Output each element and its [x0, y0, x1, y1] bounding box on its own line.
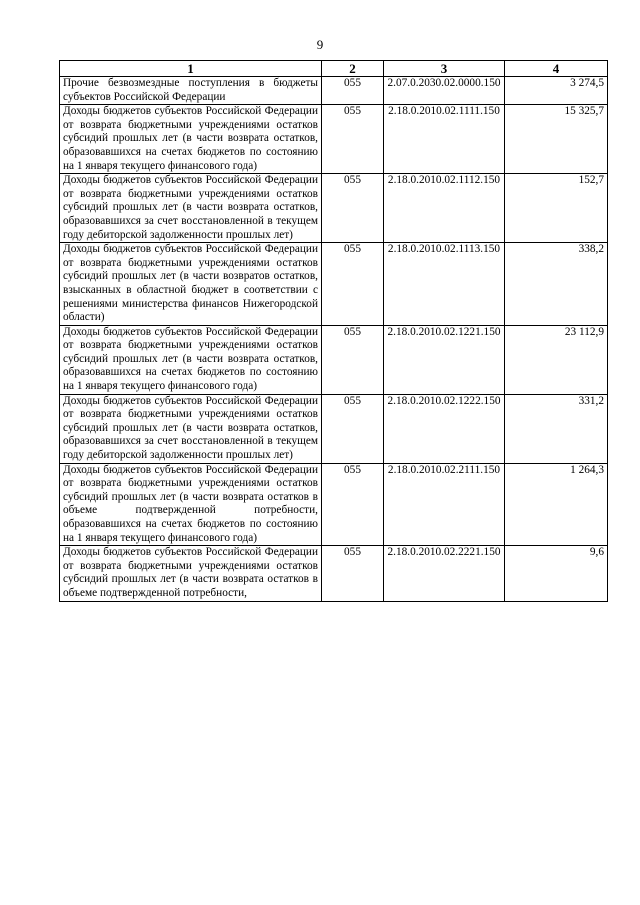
table-row — [60, 105, 608, 174]
revenue-name-cell: Доходы бюджетов субъектов Российской Федерации от возврата бюджетными учреждениями остатков субсидий прошлых лет (в части возврата остатков, образовавшихся за счет восстановленной в текущем году дебиторской задолженности прошлых лет) — [60, 394, 322, 463]
revenue-name-cell: Прочие безвозмездные поступления в бюджеты субъектов Российской Федерации — [60, 77, 322, 105]
table-row — [60, 463, 608, 546]
admin-code-cell: 055 — [322, 546, 384, 601]
admin-code-cell: 055 — [322, 325, 384, 394]
admin-code-cell: 055 — [322, 105, 384, 174]
table-row — [60, 546, 608, 601]
column-header-2: 2 — [322, 61, 384, 77]
admin-code-cell: 055 — [322, 394, 384, 463]
table-row — [60, 243, 608, 326]
table-row — [60, 325, 608, 394]
budget-code-cell: 2.18.0.2010.02.1111.150 — [384, 105, 505, 174]
amount-cell: 331,2 — [505, 394, 608, 463]
admin-code-cell: 055 — [322, 174, 384, 243]
budget-code-cell: 2.18.0.2010.02.2111.150 — [384, 463, 505, 546]
revenue-name-cell: Доходы бюджетов субъектов Российской Федерации от возврата бюджетными учреждениями остатков субсидий прошлых лет (в части возврата остатков, образовавшихся за счет восстановленной в текущем году дебиторской задолженности прошлых лет) — [60, 174, 322, 243]
column-header-3: 3 — [384, 61, 505, 77]
amount-cell: 1 264,3 — [505, 463, 608, 546]
amount-cell: 152,7 — [505, 174, 608, 243]
revenue-name-cell: Доходы бюджетов субъектов Российской Федерации от возврата бюджетными учреждениями остатков субсидий прошлых лет (в части возвратов остатков, взысканных в областной бюджет в соответствии с решениями министерства финансов Нижегородской области) — [60, 243, 322, 326]
page-number: 9 — [316, 37, 324, 52]
revenue-name-cell: Доходы бюджетов субъектов Российской Федерации от возврата бюджетными учреждениями остатков субсидий прошлых лет (в части возврата остатков, образовавшихся на счетах бюджетов по состоянию на 1 января текущего финансового года) — [60, 105, 322, 174]
table-header-row — [60, 61, 608, 77]
admin-code-cell: 055 — [322, 243, 384, 326]
budget-code-cell: 2.18.0.2010.02.1113.150 — [384, 243, 505, 326]
budget-code-cell: 2.18.0.2010.02.1112.150 — [384, 174, 505, 243]
budget-code-cell: 2.07.0.2030.02.0000.150 — [384, 77, 505, 105]
column-header-1: 1 — [60, 61, 322, 77]
amount-cell: 9,6 — [505, 546, 608, 601]
table-row — [60, 77, 608, 105]
budget-code-cell: 2.18.0.2010.02.1221.150 — [384, 325, 505, 394]
amount-cell: 338,2 — [505, 243, 608, 326]
amount-cell: 23 112,9 — [505, 325, 608, 394]
amount-cell: 15 325,7 — [505, 105, 608, 174]
budget-table — [59, 60, 608, 602]
admin-code-cell: 055 — [322, 463, 384, 546]
admin-code-cell: 055 — [322, 77, 384, 105]
column-header-4: 4 — [505, 61, 608, 77]
amount-cell: 3 274,5 — [505, 77, 608, 105]
budget-code-cell: 2.18.0.2010.02.2221.150 — [384, 546, 505, 601]
budget-code-cell: 2.18.0.2010.02.1222.150 — [384, 394, 505, 463]
table-row — [60, 394, 608, 463]
revenue-name-cell: Доходы бюджетов субъектов Российской Федерации от возврата бюджетными учреждениями остатков субсидий прошлых лет (в части возврата остатков, образовавшихся на счетах бюджетов по состоянию на 1 января текущего финансового года) — [60, 325, 322, 394]
revenue-name-cell: Доходы бюджетов субъектов Российской Федерации от возврата бюджетными учреждениями остатков субсидий прошлых лет (в части возврата остатков в объеме подтвержденной потребности, образовавшихся на счетах бюджетов по состоянию на 1 января текущего финансового года) — [60, 463, 322, 546]
table-row — [60, 174, 608, 243]
revenue-name-cell: Доходы бюджетов субъектов Российской Федерации от возврата бюджетными учреждениями остатков субсидий прошлых лет (в части возврата остатков в объеме подтвержденной потребности, — [60, 546, 322, 601]
